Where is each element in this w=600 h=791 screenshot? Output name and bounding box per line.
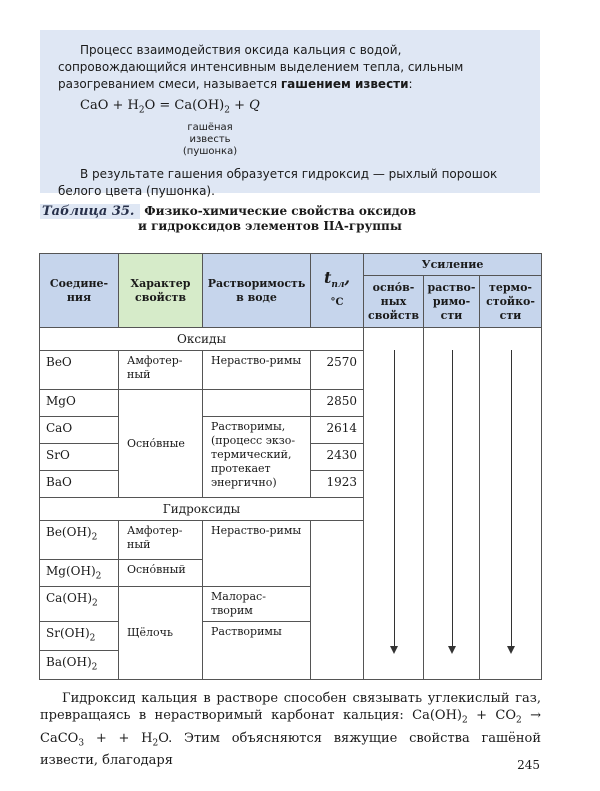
oxide-formula: BaO xyxy=(40,471,119,498)
oxide-melting: 2570 xyxy=(311,351,364,390)
table-caption xyxy=(40,204,540,234)
formula-sub: 2 xyxy=(91,532,98,543)
oxide-melting: 1923 xyxy=(311,471,364,498)
formula-base: Ba(OH) xyxy=(46,655,92,669)
box-text: Процесс взаимодействия оксида кальция с водой, сопровождающийся интенсивным выделением тепла, сильным разогреванием смеси, называется xyxy=(58,43,464,91)
box-paragraph-2: В результате гашения образуется гидроксид — рыхлый порошок белого цвета (пушонка). xyxy=(58,166,498,198)
formula-sub: 2 xyxy=(91,662,98,673)
hydroxide-character: Амфотер-ный xyxy=(119,521,203,560)
hydroxide-formula xyxy=(40,521,119,560)
hydroxide-solubility: Нераство-римы xyxy=(203,521,311,587)
body-text xyxy=(40,690,541,769)
oxide-solubility-empty xyxy=(203,390,311,417)
header-basic: осно́в-ных свойств xyxy=(364,276,424,328)
eq-part: CaO + H xyxy=(80,98,139,113)
box-text-end: : xyxy=(408,77,413,91)
reaction-equation xyxy=(80,97,522,120)
note-line: гашёная известь xyxy=(187,121,233,145)
header-thermo: термо-стойко-сти xyxy=(480,276,542,328)
hydroxide-character: Осно́вный xyxy=(119,560,203,587)
down-arrow-icon xyxy=(452,350,453,652)
table-label: Таблица 35. xyxy=(40,204,140,219)
formula-sub: 2 xyxy=(89,633,96,644)
hydroxide-formula xyxy=(40,560,119,587)
oxide-melting: 2614 xyxy=(311,417,364,444)
hydroxide-solubility: Малорас-творим xyxy=(203,587,311,622)
hydroxide-melting-empty xyxy=(311,521,364,680)
body-part: → CaCO xyxy=(40,708,541,746)
eq-heat: Q xyxy=(249,98,260,113)
temp-sub: пл xyxy=(331,280,345,291)
header-increase: Усиление xyxy=(364,254,542,276)
trend-thermo xyxy=(480,328,542,680)
body-sub: 3 xyxy=(78,738,85,749)
oxide-character: Амфотер-ный xyxy=(119,351,203,390)
oxide-formula: BeO xyxy=(40,351,119,390)
eq-part: O = Ca(OH) xyxy=(144,98,225,113)
note-line: (пушонка) xyxy=(182,145,238,157)
hydroxide-formula xyxy=(40,587,119,622)
oxide-formula: CaO xyxy=(40,417,119,444)
body-sub: 2 xyxy=(461,715,468,726)
equation-note xyxy=(170,122,250,158)
formula-sub: 2 xyxy=(95,571,102,582)
oxide-formula: MgO xyxy=(40,390,119,417)
hydroxide-formula xyxy=(40,622,119,651)
oxide-solubility: Нераство-римы xyxy=(203,351,311,390)
trend-basic xyxy=(364,328,424,680)
oxide-character: Осно́вные xyxy=(119,390,203,498)
table-title-line1: Физико-химические свойства оксидов xyxy=(144,204,417,218)
section-hydroxides: Гидроксиды xyxy=(40,498,364,521)
hydroxide-character: Щёлочь xyxy=(119,587,203,680)
body-sub: 2 xyxy=(152,738,159,749)
body-paragraph xyxy=(40,690,541,769)
eq-sub: 2 xyxy=(224,105,230,116)
box-paragraph-1 xyxy=(58,42,522,93)
header-solubility-trend: раство-римо-сти xyxy=(424,276,480,328)
highlight-box xyxy=(40,30,540,198)
eq-sub: 2 xyxy=(138,105,145,116)
oxide-melting: 2850 xyxy=(311,390,364,417)
table-title-line2: и гидроксидов элементов IIA-группы xyxy=(138,219,402,233)
down-arrow-icon xyxy=(394,350,395,652)
formula-base: Mg(OH) xyxy=(46,564,96,578)
temp-symbol: t xyxy=(323,268,332,288)
body-sub: 2 xyxy=(515,715,522,726)
body-part: Гидроксид кальция в растворе способен связывать углекислый газ, превращаясь в нерастворимый карбонат кальция: Ca(OH) xyxy=(40,691,541,723)
properties-table xyxy=(39,253,542,680)
down-arrow-icon xyxy=(511,350,512,652)
eq-part: + xyxy=(229,98,250,113)
formula-base: Sr(OH) xyxy=(46,626,90,640)
trend-solubility xyxy=(424,328,480,680)
header-compound: Соедине-ния xyxy=(40,254,119,328)
header-solubility: Растворимость в воде xyxy=(203,254,311,328)
formula-sub: 2 xyxy=(92,598,98,609)
temp-unit: °C xyxy=(330,296,344,308)
page-number: 245 xyxy=(517,758,540,772)
hydroxide-solubility: Растворимы xyxy=(203,622,311,680)
oxide-solubility: Растворимы, (процесс экзо-термический, протекает энергично) xyxy=(203,417,311,498)
oxide-formula: SrO xyxy=(40,444,119,471)
body-part: + CO xyxy=(467,708,516,723)
body-part: + + H xyxy=(84,730,153,746)
oxide-melting: 2430 xyxy=(311,444,364,471)
term-slaking-lime: гашением извести xyxy=(280,77,409,91)
formula-base: Be(OH) xyxy=(46,525,92,539)
body-part: O. Этим объясняются вяжущие свойства гашёной извести, благодаря xyxy=(40,730,541,769)
section-oxides: Оксиды xyxy=(40,328,364,351)
header-character: Характер свойств xyxy=(119,254,203,328)
formula-base: Ca(OH) xyxy=(46,591,93,605)
header-melting-point: $t_{пл}$, °C xyxy=(311,254,364,328)
hydroxide-formula xyxy=(40,651,119,680)
